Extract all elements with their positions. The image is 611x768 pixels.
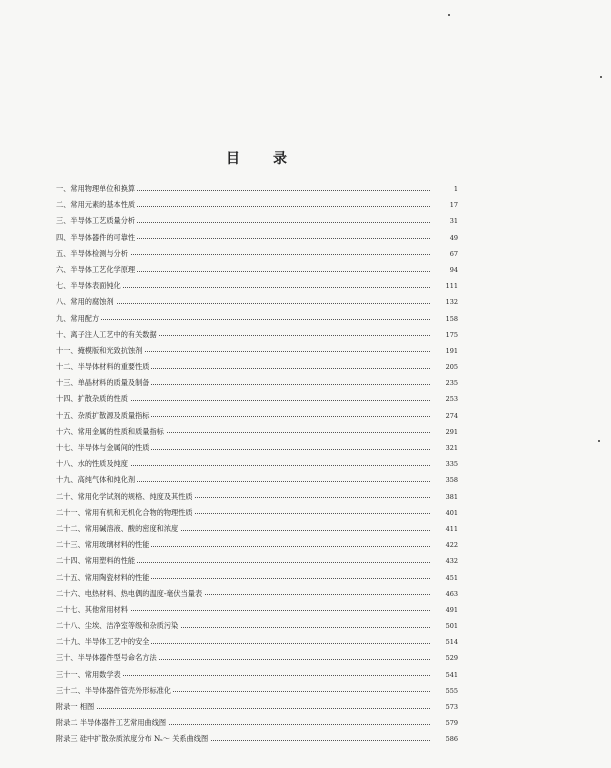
- toc-entry-page: 401: [445, 508, 458, 517]
- toc-entry-title: 三、半导体工艺质量分析: [56, 213, 137, 229]
- toc-entry-title: 十六、常用金属的性质和质量指标: [56, 424, 166, 440]
- toc-entry[interactable]: [56, 731, 458, 747]
- toc-entry-page: 573: [445, 703, 458, 711]
- toc-entry[interactable]: [56, 715, 458, 731]
- toc-entry-title: 九、常用配方: [56, 311, 101, 327]
- toc-entry-title: 二十八、尘埃、洁净室等级和杂质污染: [56, 618, 180, 634]
- toc-entry-title: 二十三、常用玻璃材料的性能: [56, 537, 151, 553]
- toc-entry-title: 十五、杂质扩散源及质量指标: [56, 408, 151, 424]
- toc-entry-page: 555: [445, 686, 458, 695]
- toc-entry[interactable]: [56, 570, 458, 586]
- toc-entry-page: 321: [445, 444, 458, 452]
- toc-entry-page: 235: [445, 379, 458, 388]
- page-title: [226, 148, 287, 168]
- toc-entry[interactable]: [56, 472, 458, 488]
- toc-entry-page: 291: [445, 427, 458, 436]
- toc-entry-title: 二十五、常用陶瓷材料的性能: [56, 570, 151, 586]
- toc-entry[interactable]: [56, 375, 458, 391]
- toc-entry-page: 175: [445, 330, 458, 339]
- toc-entry-page: 205: [445, 363, 458, 372]
- toc-entry-title: 十三、单晶材料的质量及制备: [56, 375, 151, 391]
- toc-entry[interactable]: [56, 537, 458, 553]
- toc-entry-title: 二十六、电热材料、热电偶的温度-毫伏当量表: [56, 586, 204, 602]
- toc-entry-title: 二、常用元素的基本性质: [56, 197, 137, 213]
- toc-entry-title: 十九、高纯气体和纯化剂: [56, 472, 137, 488]
- toc-entry[interactable]: [56, 440, 458, 456]
- toc-entry-page: 67: [449, 249, 458, 258]
- toc-entry-title: 三十、半导体器件型号命名方法: [56, 650, 159, 666]
- toc-entry-page: 381: [445, 492, 458, 501]
- toc-entry-title: 二十一、常用有机和无机化合物的物理性质: [56, 505, 195, 521]
- toc-entry-page: 49: [449, 233, 458, 242]
- toc-entry[interactable]: [56, 699, 458, 715]
- toc-entry-title: 二十二、常用碱溶液、酸的密度和浓度: [56, 521, 180, 537]
- toc-entry-title: 四、半导体器件的可靠性: [56, 230, 137, 246]
- toc-entry[interactable]: [56, 634, 458, 650]
- toc-entry[interactable]: [56, 230, 458, 246]
- toc-entry-page: 411: [445, 524, 458, 533]
- toc-entry[interactable]: [56, 489, 458, 505]
- toc-entry-page: 451: [445, 573, 458, 582]
- toc-entry-title: 十八、水的性质及纯度: [56, 456, 130, 472]
- toc-entry-page: 274: [445, 411, 458, 420]
- toc-entry-page: 501: [445, 622, 458, 631]
- toc-entry[interactable]: [56, 602, 458, 618]
- title-char-1: 目: [226, 151, 240, 167]
- toc-entry-title: 二十四、常用塑料的性能: [56, 553, 137, 569]
- toc-entry[interactable]: [56, 667, 458, 683]
- toc-entry[interactable]: [56, 424, 458, 440]
- scan-speck: [600, 76, 602, 78]
- toc-entry[interactable]: [56, 294, 458, 310]
- toc-entry-title: 附录三 硅中扩散杂质浓度分布 Nₛ～ 关系曲线图: [56, 731, 210, 747]
- toc-entry[interactable]: [56, 213, 458, 229]
- dot-leader: [56, 319, 430, 320]
- toc-entry-title: 六、半导体工艺化学原理: [56, 262, 137, 278]
- toc-entry-page: 586: [445, 735, 458, 744]
- toc-entry[interactable]: [56, 650, 458, 666]
- toc-entry-page: 191: [445, 346, 458, 355]
- toc-entry-page: 158: [445, 314, 458, 323]
- toc-entry-title: 十四、扩散杂质的性质: [56, 391, 130, 407]
- toc-entry-title: 三十二、半导体器件管壳外形标准化: [56, 683, 173, 699]
- title-char-2: 录: [273, 151, 287, 167]
- toc-entry[interactable]: [56, 618, 458, 634]
- dot-leader: [56, 708, 430, 709]
- toc-entry-page: 358: [445, 476, 458, 485]
- toc-entry-page: 253: [445, 395, 458, 404]
- toc-entry-title: 八、常用的腐蚀剂: [56, 294, 116, 310]
- toc-entry[interactable]: [56, 359, 458, 375]
- toc-entry-page: 335: [445, 460, 458, 469]
- toc-entry[interactable]: [56, 343, 458, 359]
- toc-entry[interactable]: [56, 311, 458, 327]
- toc-entry-page: 491: [445, 605, 458, 614]
- toc-entry-title: 附录二 半导体器件工艺常用曲线图: [56, 715, 168, 731]
- scan-speck: [598, 440, 600, 442]
- toc-entry[interactable]: [56, 181, 458, 197]
- toc-entry[interactable]: [56, 327, 458, 343]
- toc-entry-title: 七、半导体表面钝化: [56, 278, 123, 294]
- toc-entry-title: 十二、半导体材料的重要性质: [56, 359, 151, 375]
- toc-entry[interactable]: [56, 521, 458, 537]
- toc-entry[interactable]: [56, 197, 458, 213]
- toc-entry-title: 附录一 相图: [56, 699, 96, 715]
- toc-entry-title: 一、常用物理单位和换算: [56, 181, 137, 197]
- toc-entry-page: 463: [445, 589, 458, 598]
- toc-entry[interactable]: [56, 505, 458, 521]
- toc-entry-page: 111: [445, 282, 458, 291]
- toc-entry-page: 432: [445, 557, 458, 566]
- toc-entry[interactable]: [56, 456, 458, 472]
- toc-entry-title: 十一、掩模版和光致抗蚀剂: [56, 343, 144, 359]
- toc-entry-page: 132: [445, 298, 458, 307]
- toc-entry[interactable]: [56, 586, 458, 602]
- toc-entry[interactable]: [56, 391, 458, 407]
- toc-entry[interactable]: [56, 278, 458, 294]
- toc-entry-title: 二十七、其他常用材料: [56, 602, 130, 618]
- toc-entry[interactable]: [56, 408, 458, 424]
- toc-entry-title: 二十九、半导体工艺中的安全: [56, 634, 151, 650]
- toc-entry-page: 1: [453, 185, 458, 193]
- toc-entry-title: 十、离子注人工艺中的有关数据: [56, 327, 159, 343]
- table-of-contents: [56, 181, 458, 748]
- toc-entry-page: 579: [445, 719, 458, 728]
- toc-entry-page: 541: [445, 670, 458, 679]
- scan-speck: [448, 14, 450, 16]
- toc-entry-title: 二十、常用化学试剂的规格、纯度及其性质: [56, 489, 195, 505]
- toc-entry-page: 17: [449, 201, 458, 210]
- toc-entry-page: 529: [445, 654, 458, 663]
- toc-entry[interactable]: [56, 262, 458, 278]
- toc-entry-page: 422: [445, 541, 458, 550]
- toc-entry-page: 94: [449, 265, 458, 274]
- toc-entry[interactable]: [56, 683, 458, 699]
- toc-entry[interactable]: [56, 553, 458, 569]
- toc-entry-title: 十七、半导体与金属间的性质: [56, 440, 151, 456]
- toc-entry-title: 三十一、常用数学表: [56, 667, 123, 683]
- toc-entry[interactable]: [56, 246, 458, 262]
- toc-entry-page: 31: [449, 217, 458, 226]
- toc-entry-title: 五、半导体检测与分析: [56, 246, 130, 262]
- toc-entry-page: 514: [445, 638, 458, 647]
